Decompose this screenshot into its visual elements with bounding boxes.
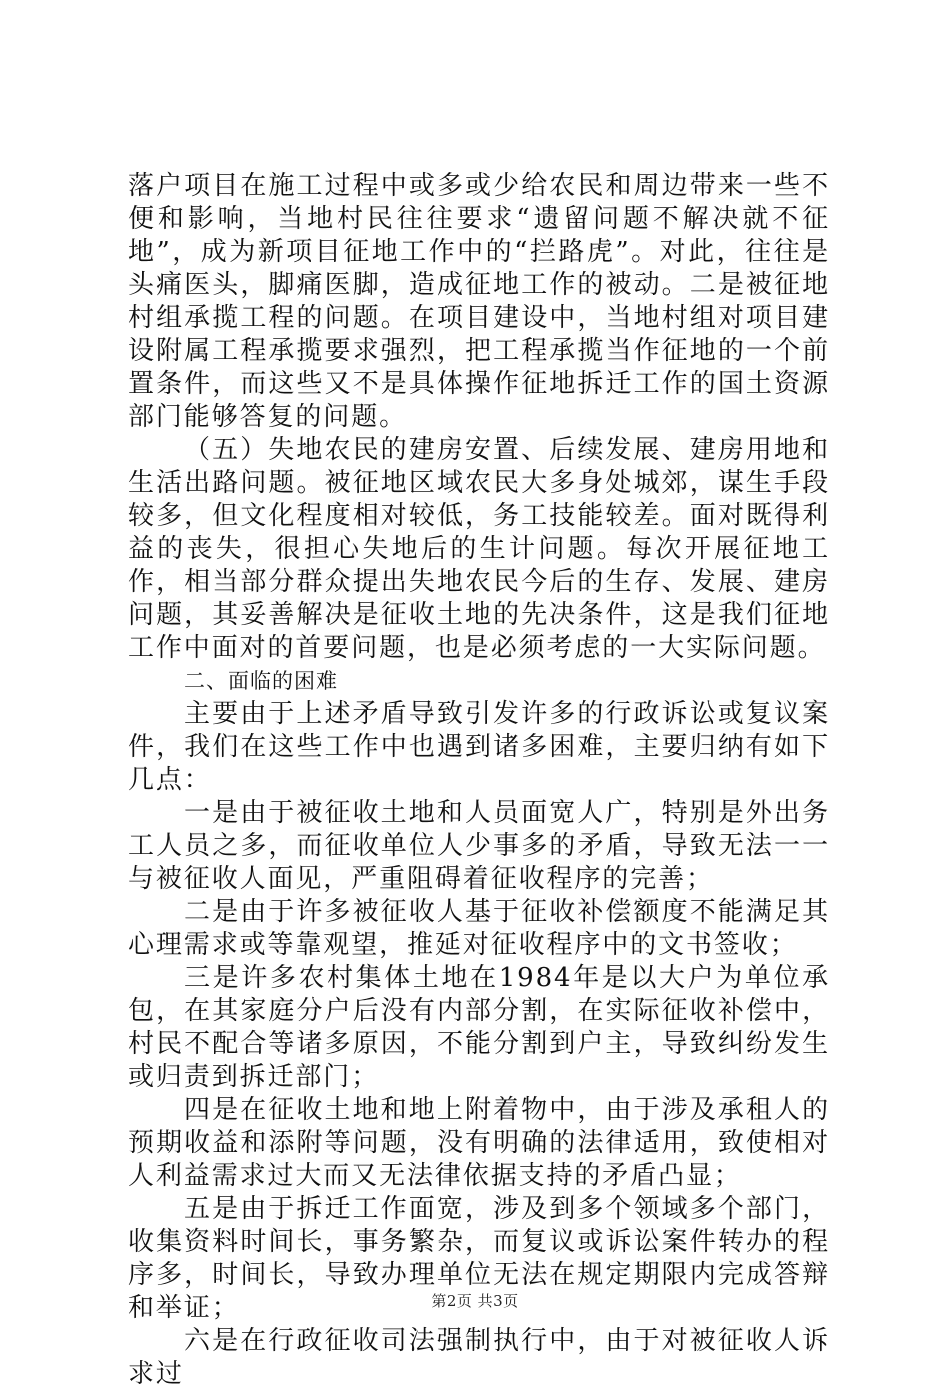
paragraph-6: 三是许多农村集体土地在1984年是以大户为单位承包，在其家庭分户后没有内部分割，在实际征收补偿中，村民不配合等诸多原因，不能分割到户主，导致纠纷发生或归责到拆迁部门； — [128, 963, 830, 1092]
page-number-footer: 第2页 共3页 — [431, 1292, 519, 1310]
paragraph-7: 四是在征收土地和地上附着物中，由于涉及承租人的预期收益和添附等问题，没有明确的法律适用，致使相对人利益需求过大而又无法律依据支持的矛盾凸显； — [128, 1095, 830, 1191]
paragraph-3: 主要由于上述矛盾导致引发许多的行政诉讼或复议案件，我们在这些工作中也遇到诸多困难，主要归纳有如下几点： — [128, 699, 830, 795]
document-body — [128, 170, 830, 1391]
paragraph-5: 二是由于许多被征收人基于征收补偿额度不能满足其心理需求或等靠观望，推延对征收程序中的文书签收； — [128, 897, 830, 960]
paragraph-4: 一是由于被征收土地和人员面宽人广，特别是外出务工人员之多，而征收单位人少事多的矛盾，导致无法一一与被征收人面见，严重阻碍着征收程序的完善； — [128, 798, 830, 894]
paragraph-2: （五）失地农民的建房安置、后续发展、建房用地和生活出路问题。被征地区域农民大多身处城郊，谋生手段较多，但文化程度相对较低，务工技能较差。面对既得利益的丧失，很担心失地后的生计问题。每次开展征地工作，相当部分群众提出失地农民今后的生存、发展、建房问题，其妥善解决是征收土地的先决条件，这是我们征地工作中面对的首要问题，也是必须考虑的一大实际问题。 — [128, 435, 830, 663]
paragraph-1: 落户项目在施工过程中或多或少给农民和周边带来一些不便和影响，当地村民往往要求“遗留问题不解决就不征地”，成为新项目征地工作中的“拦路虎”。对此，往往是头痛医头，脚痛医脚，造成征地工作的被动。二是被征地村组承揽工程的问题。在项目建设中，当地村组对项目建设附属工程承揽要求强烈，把工程承揽当作征地的一个前置条件，而这些又不是具体操作征地拆迁工作的国土资源部门能够答复的问题。 — [128, 171, 830, 432]
section-heading: 二、面临的困难 — [184, 669, 338, 693]
paragraph-9: 六是在行政征收司法强制执行中，由于对被征收人诉求过 — [128, 1326, 830, 1389]
paragraph-8: 五是由于拆迁工作面宽，涉及到多个领域多个部门，收集资料时间长，事务繁杂，而复议或诉讼案件转办的程序多，时间长，导致办理单位无法在规定期限内完成答辩和举证； — [128, 1194, 830, 1323]
